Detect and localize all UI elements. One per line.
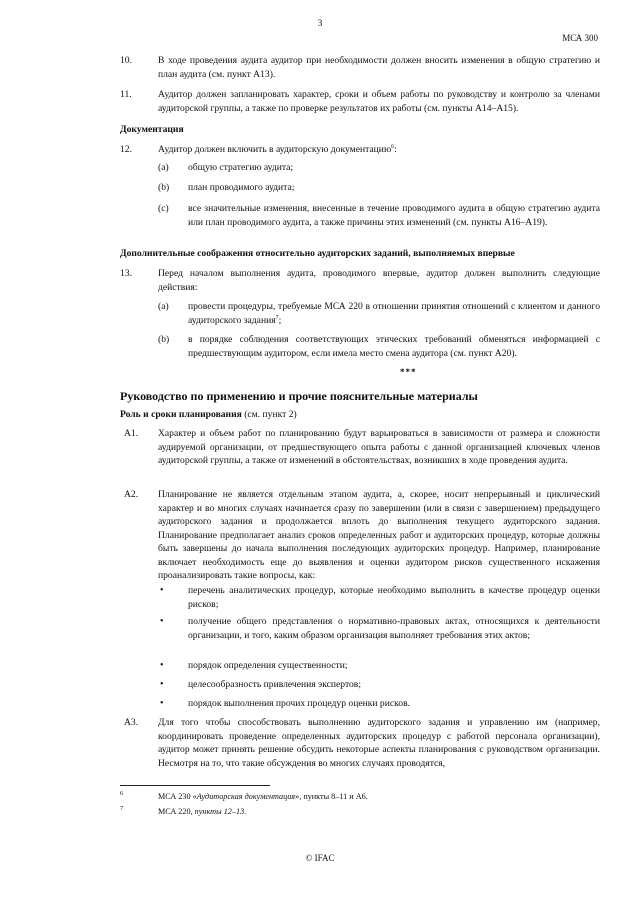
item-text: план проводимого аудита; — [188, 182, 295, 193]
item-label: (b) — [158, 182, 170, 193]
paragraph-text: Аудитор должен запланировать характер, сроки и объем работы по руководству и контролю за членами аудиторской группы, а также по проверке результатов их работы (см. пункты А14–А15). — [158, 89, 600, 114]
document-page: 3 МСА 300 10. В ходе проведения аудита аудитор при необходимости должен вносить изменения в общую стратегию и план аудита (см. пункт А13). 11. Аудитор должен запланировать характер, сроки и объем работы по руководству и контролю за членами аудиторской группы, а также по проверке результатов их работы (см. пункты А14–А15). Документация 12. Аудитор должен включить в аудиторскую документацию$^6$: (a) общую стратегию аудита; (b) план проводимого аудита; (c) все значительные изменения, внесенные в течение проводимого аудита в общую стратегию аудита или план проводимого аудита, а также причины этих изменений (см. пункты А16–А19). Дополнительные соображения относительно аудиторских заданий, выполняемых впервые 13. Перед началом выполнения аудита, проводимого впервые, аудитор должен выполнить следующие действия: (a) провести процедуры, требуемые МСА 220 в отношении принятия отношений с клиентом и данного аудиторского задания$^7$; (b) в порядке соблюдения соответствующих этических требований обменяться информацией с предшествующим аудитором, если имела место смена аудитора (см. пункт А20). *** Руководство по применению и прочие пояснительные материалы Роль и сроки планирования (см. пункт 2) А1. Характер и объем работ по планированию будут варьироваться в зависимости от размера и сложности аудируемой организации, от предшествующего опыта работы с данной организацией ключевых членов аудиторской группы, а также от изменений в обстоятельствах, возникших в ходе проведения аудита. А2. Планирование не является отдельным этапом аудита, а, скорее, носит непрерывный и циклический характер и во многих случаях начинается сразу по завершении (или в связи с завершением) предыдущего аудиторского задания и продолжается вплоть до выполнения текущего аудиторского задания. Планирование предполагает анализ сроков определенных работ и аудиторских процедур, которые должны быть завершены до начала выполнения последующих аудиторских процедур. Например, планирование включает необходимость еще до выявления и оценки аудитором рисков существенного искажения проанализировать такие вопросы, как: • перечень аналитических процедур, которые необходимо выполнить в качестве процедур оценки рисков; • получение общего представления о нормативно-правовых актах, относящихся к деятельности организации, и того, каким образом организация выполняет требования этих актов; • порядок определения существенности; • целесообразность привлечения экспертов; • порядок выполнения прочих процедур оценки рисков. А3. Для того чтобы способствовать выполнению аудиторского задания и управлению им (например, координировать проведение определенных аудиторских процедур с работой персонала организации), аудитор может принять решение обсудить некоторые аспекты планирования с руководством организации. Несмотря на то, что такие обсуждения во многих случаях проводятся, 6 МСА 230 «Аудиторская документация», пункты 8–11 и А6. 7 МСА 220, пункты 12–13. © IFAC — [0, 0, 640, 905]
paragraph-number: 11. — [120, 89, 132, 100]
paragraph-text: Перед началом выполнения аудита, проводимого впервые, аудитор должен выполнить следующие действия: — [158, 268, 600, 293]
footnote-ref-6[interactable]: 6 — [391, 143, 395, 150]
item-label: (a) — [158, 301, 169, 312]
paragraph-text: Аудитор должен включить в аудиторскую документацию$^6$: — [158, 143, 397, 155]
paragraph-number: 13. — [120, 268, 132, 279]
item-text: целесообразность привлечения экспертов; — [188, 679, 362, 690]
item-text: порядок выполнения прочих процедур оценки рисков. — [188, 698, 411, 709]
item-label: (b) — [158, 334, 170, 345]
paragraph-text: В ходе проведения аудита аудитор при необходимости должен вносить изменения в общую стратегию и план аудита (см. пункт А13). — [158, 55, 600, 80]
item-text: порядок определения существенности; — [188, 660, 348, 671]
item-text: все значительные изменения, внесенные в течение проводимого аудита в общую стратегию аудита или план проводимого аудита, а также причины этих изменений (см. пункты А16–А19). — [188, 203, 600, 228]
bullet-icon: • — [160, 616, 164, 627]
section-heading-documentation: Документация — [120, 124, 184, 135]
paragraph-number: А2. — [124, 489, 139, 500]
item-label: (c) — [158, 203, 169, 214]
item-text: в порядке соблюдения соответствующих этических требований обменяться информацией с предшествующим аудитором, если имела место смена аудитора (см. пункт А20). — [188, 334, 600, 359]
footnote-ref-7[interactable]: 7 — [275, 314, 279, 321]
item-text: получение общего представления о нормативно-правовых актах, относящихся к деятельности организации, и того, каким образом организация выполняет требования этих актов; — [188, 616, 600, 641]
section-separator: *** — [400, 367, 417, 377]
subheading-planning-role: Роль и сроки планирования (см. пункт 2) — [120, 409, 297, 420]
bullet-icon: • — [160, 660, 164, 671]
bullet-icon: • — [160, 698, 164, 709]
paragraph-number: 12. — [120, 144, 132, 155]
item-text: общую стратегию аудита; — [188, 162, 294, 173]
paragraph-text: Характер и объем работ по планированию будут варьироваться в зависимости от размера и сложности аудируемой организации, от предшествующего опыта работы с данной организацией ключевых членов аудиторской группы, а также от изменений в обстоятельствах, возникших в ходе проведения аудита. — [158, 428, 600, 466]
item-label: (a) — [158, 162, 169, 173]
bullet-icon: • — [160, 679, 164, 690]
guidance-heading: Руководство по применению и прочие пояснительные материалы — [120, 389, 478, 403]
page-number: 3 — [317, 19, 323, 29]
standard-code: МСА 300 — [562, 33, 598, 43]
paragraph-number: 10. — [120, 55, 132, 66]
copyright-footer: © IFAC — [305, 853, 335, 863]
paragraph-text: Для того чтобы способствовать выполнению аудиторского задания и управлению им (например, координировать проведение определенных аудиторских процедур с работой персонала организации), аудитор может принять решение обсудить некоторые аспекты планирования с руководством организации. Несмотря на то, что такие обсуждения во многих случаях проводятся, — [158, 717, 600, 769]
item-text: перечень аналитических процедур, которые необходимо выполнить в качестве процедур оценки рисков; — [188, 585, 600, 610]
paragraph-number: А3. — [124, 717, 139, 728]
bullet-icon: • — [160, 585, 164, 596]
footnote-divider — [120, 785, 270, 786]
paragraph-text: Планирование не является отдельным этапом аудита, а, скорее, носит непрерывный и циклический характер и во многих случаях начинается сразу по завершении (или в связи с завершением) предыдущего аудиторского задания и продолжается вплоть до выполнения текущего аудиторского задания. Планирование предполагает анализ сроков определенных работ и аудиторских процедур, которые должны быть завершены до начала выполнения последующих аудиторских процедур. Например, планирование включает необходимость еще до выявления и оценки аудитором рисков существенного искажения проанализировать такие вопросы, как: — [158, 489, 600, 581]
item-text: провести процедуры, требуемые МСА 220 в отношении принятия отношений с клиентом и данного аудиторского задания$^7$; — [188, 301, 600, 326]
section-heading-initial-engagements: Дополнительные соображения относительно аудиторских заданий, выполняемых впервые — [120, 248, 515, 259]
paragraph-number: А1. — [124, 428, 139, 439]
